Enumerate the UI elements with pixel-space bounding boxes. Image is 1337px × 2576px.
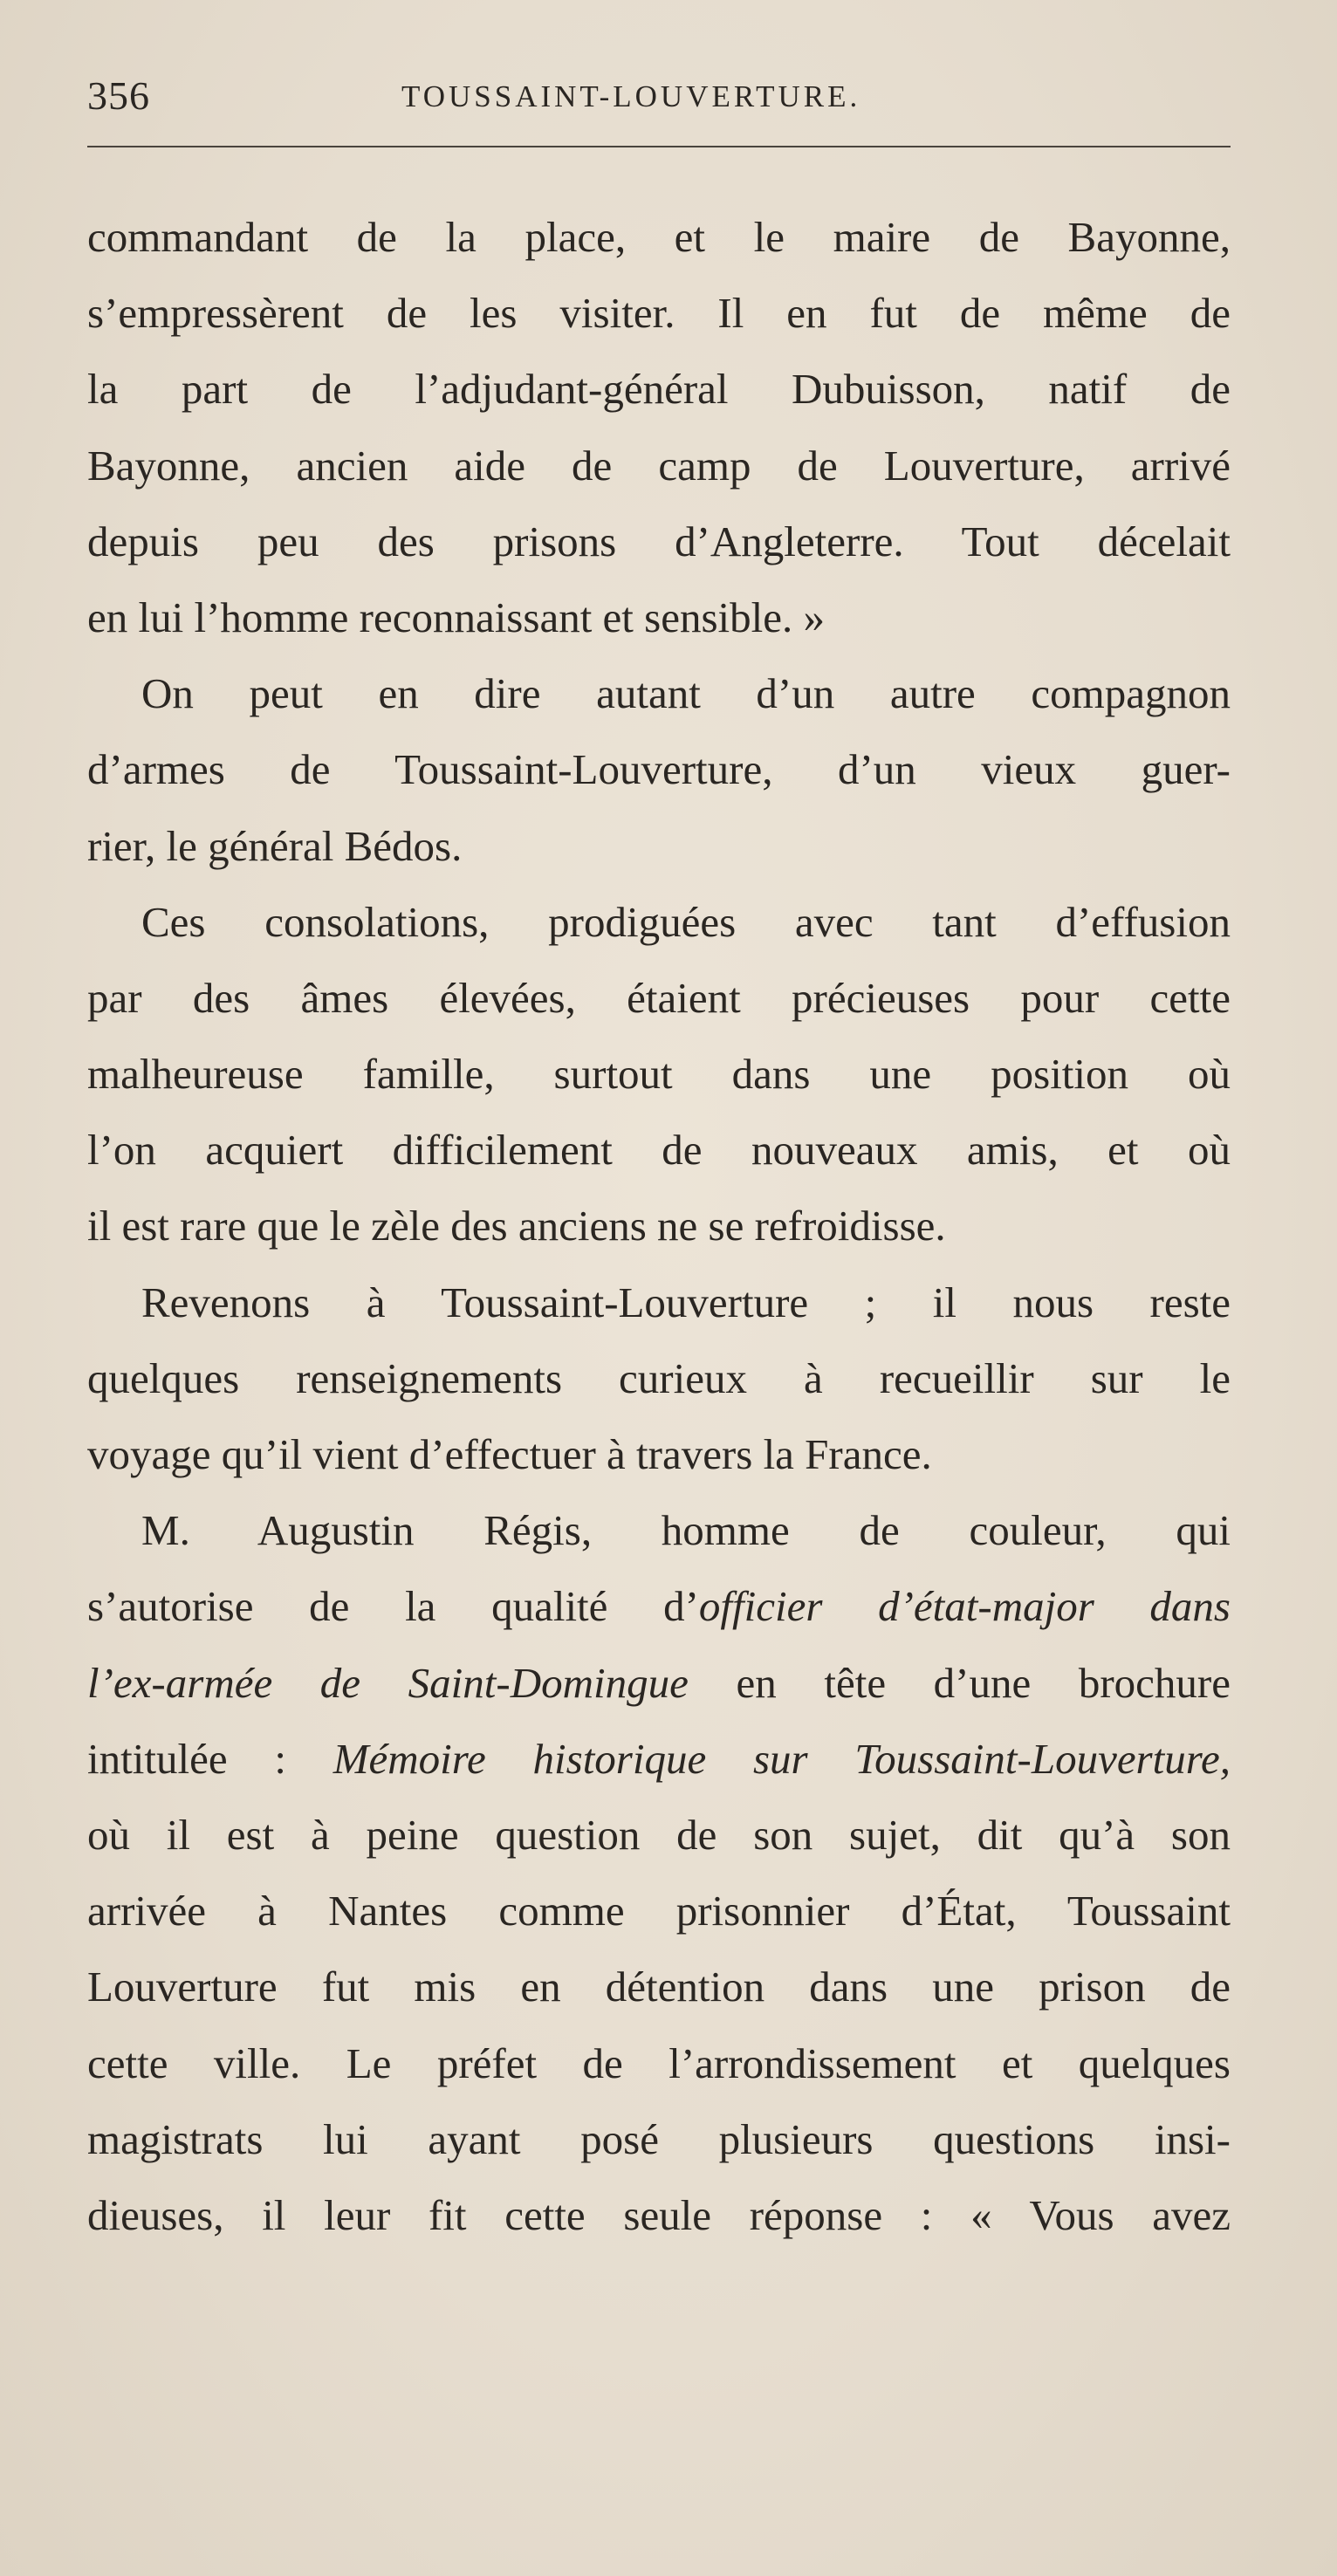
text-line: cette ville. Le préfet de l’arrondissement et quelques	[87, 2038, 1231, 2087]
text-line: Ces consolations, prodiguées avec tant d’effusion	[141, 897, 1231, 946]
italic-text: l’ex-armée de Saint-Domingue	[87, 1658, 689, 1707]
italic-text: Mémoire historique sur Toussaint-Louverture,	[333, 1734, 1231, 1783]
text-line: d’armes de Toussaint-Louverture, d’un vieux guer-	[87, 745, 1231, 794]
text-line: l’ex-armée de Saint-Domingue en tête d’une brochure	[87, 1658, 1231, 1707]
text-line: intitulée : Mémoire historique sur Toussaint-Louverture,	[87, 1734, 1231, 1783]
text-line: arrivée à Nantes comme prisonnier d’État, Toussaint	[87, 1887, 1231, 1935]
text-line: dieuses, il leur fit cette seule réponse : « Vous avez	[87, 2190, 1231, 2239]
text-line: l’on acquiert difficilement de nouveaux amis, et où	[87, 1126, 1231, 1175]
text-line: magistrats lui ayant posé plusieurs questions insi-	[87, 2114, 1231, 2163]
text-line: Louverture fut mis en détention dans une prison de	[87, 1963, 1231, 2011]
running-title: TOUSSAINT-LOUVERTURE.	[401, 79, 861, 113]
text-line: quelques renseignements curieux à recueillir sur le	[87, 1353, 1231, 1402]
text-line: depuis peu des prisons d’Angleterre. Tout décelait	[87, 517, 1231, 565]
text-line: On peut en dire autant d’un autre compagnon	[141, 669, 1231, 718]
text-line: malheureuse famille, surtout dans une position où	[87, 1050, 1231, 1099]
text-line: la part de l’adjudant-général Dubuisson, natif de	[87, 365, 1231, 414]
text-line: Revenons à Toussaint-Louverture ; il nous reste	[141, 1278, 1231, 1326]
text-line: s’autorise de la qualité d’officier d’état-major dans	[87, 1582, 1231, 1631]
running-head	[87, 72, 1231, 120]
text-line: voyage qu’il vient d’effectuer à travers la France.	[87, 1430, 932, 1478]
text-line: commandant de la place, et le maire de Bayonne,	[87, 213, 1231, 261]
text-line: s’empressèrent de les visiter. Il en fut de même de	[87, 289, 1231, 338]
text-line: M. Augustin Régis, homme de couleur, qui	[141, 1506, 1231, 1555]
header-rule	[87, 146, 1231, 147]
text-line: il est rare que le zèle des anciens ne se refroidisse.	[87, 1202, 946, 1250]
body-text	[87, 199, 1231, 2253]
page-number: 356	[87, 73, 150, 118]
text-line: en lui l’homme reconnaissant et sensible. »	[87, 593, 826, 641]
italic-text: officier d’état-major dans	[698, 1582, 1231, 1631]
text-line: rier, le général Bédos.	[87, 821, 463, 870]
text-line: Bayonne, ancien aide de camp de Louverture, arrivé	[87, 441, 1231, 490]
text-line: par des âmes élevées, étaient précieuses pour cette	[87, 973, 1231, 1022]
text-line: où il est à peine question de son sujet, dit qu’à son	[87, 1810, 1231, 1859]
